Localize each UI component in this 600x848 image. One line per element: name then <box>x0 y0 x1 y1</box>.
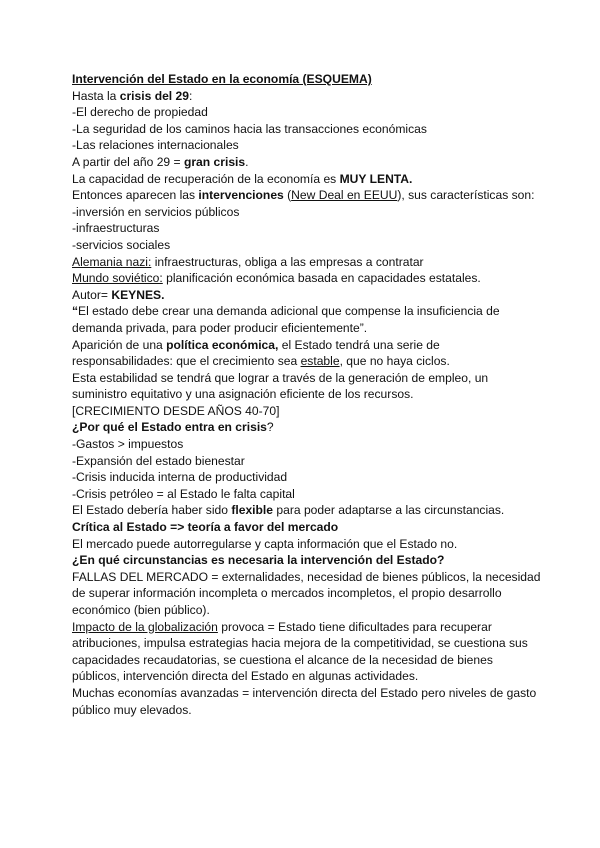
globalization-paragraph <box>72 619 542 685</box>
list-item: -El derecho de propiedad <box>72 105 208 120</box>
underlined-span: Impacto de la globalización <box>72 619 218 634</box>
list-item: -inversión en servicios públicos <box>72 204 240 219</box>
text-span: ( <box>283 188 292 203</box>
crisis-29-line <box>72 88 542 105</box>
why-crisis-heading <box>72 419 542 436</box>
market-failures-paragraph: FALLAS DEL MERCADO = externalidades, necesidad de bienes públicos, la necesidad de superar información incompleta o mercados incompletos, el propio desarrollo económico (bien público). <box>72 569 541 617</box>
list-item: -servicios sociales <box>72 237 171 252</box>
text-span: infraestructuras, obliga a las empresas a contratar <box>151 254 424 269</box>
from-29-line <box>72 154 542 171</box>
advanced-economies-paragraph: Muchas economías avanzadas = intervención directa del Estado pero niveles de gasto público muy elevados. <box>72 685 537 717</box>
text-span: Entonces aparecen las <box>72 188 199 203</box>
text-span: ? <box>266 420 274 435</box>
underlined-span: estable <box>300 354 340 369</box>
text-span: planificación económica basada en capacidades estatales. <box>162 271 481 286</box>
bold-span: flexible <box>231 503 274 518</box>
bold-span: política económica, <box>166 337 279 352</box>
text-span: El estado debe crear una demanda adicional que compense la insuficiencia de demanda privada, para poder producir eficientemente”. <box>72 304 500 335</box>
interventions-paragraph <box>72 187 542 204</box>
text-span: Hasta la <box>72 88 120 103</box>
recovery-line <box>72 171 542 188</box>
keynes-quote <box>72 303 542 336</box>
author-line <box>72 287 542 304</box>
text-span: El Estado debería haber sido <box>72 503 232 518</box>
list-item: -Las relaciones internacionales <box>72 138 239 153</box>
bold-span: crisis del 29 <box>119 88 189 103</box>
text-span: , que no haya ciclos. <box>339 354 450 369</box>
underlined-span: Mundo soviético: <box>72 271 163 286</box>
flexible-line <box>72 502 542 519</box>
text-span: para poder adaptarse a las circunstancias. <box>273 503 505 518</box>
bold-span: intervenciones <box>198 188 284 203</box>
market-line: El mercado puede autorregularse y capta información que el Estado no. <box>72 536 458 551</box>
text-span: Aparición de una <box>72 337 167 352</box>
list-item: -La seguridad de los caminos hacia las transacciones económicas <box>72 121 427 136</box>
text-span: : <box>188 88 193 103</box>
bold-span: MUY LENTA. <box>339 171 413 186</box>
list-item: -Gastos > impuestos <box>72 437 184 452</box>
quote-mark: “ <box>72 304 79 319</box>
underlined-span: New Deal en EEUU <box>291 188 398 203</box>
text-span: el Estado tendrá una serie de responsabilidades: que el crecimiento sea <box>72 337 440 369</box>
list-item: -Expansión del estado bienestar <box>72 453 245 468</box>
bold-span: KEYNES. <box>111 287 165 302</box>
stability-paragraph: Esta estabilidad se tendrá que lograr a través de la generación de empleo, un suministro equitativo y una asignación eficiente de los recursos. <box>72 370 489 402</box>
underlined-span: Alemania nazi: <box>72 254 152 269</box>
bold-span: ¿Por qué el Estado entra en crisis <box>72 420 267 435</box>
text-span: . <box>245 154 249 169</box>
nazi-germany-line <box>72 254 542 271</box>
text-span: La capacidad de recuperación de la economía es <box>72 171 340 186</box>
bold-span: gran crisis <box>183 154 246 169</box>
critique-heading: Crítica al Estado => teoría a favor del mercado <box>72 520 339 535</box>
document-title: Intervención del Estado en la economía (ESQUEMA) <box>72 72 372 86</box>
text-span: ), sus características son: <box>397 188 535 203</box>
list-item: -infraestructuras <box>72 221 160 236</box>
when-heading: ¿En qué circunstancias es necesaria la intervención del Estado? <box>72 553 445 568</box>
policy-paragraph <box>72 337 542 370</box>
text-span: Autor= <box>72 287 112 302</box>
growth-period-line: [CRECIMIENTO DESDE AÑOS 40-70] <box>72 403 280 418</box>
list-item: -Crisis inducida interna de productividad <box>72 470 288 485</box>
document-body <box>72 71 542 718</box>
text-span: A partir del año 29 = <box>72 154 184 169</box>
text-span: provoca = Estado tiene dificultades para recuperar atribuciones, impulsa estrategias hacia mejora de la competitividad, se cuestiona sus capacidades recaudatorias, se cuestiona el alcance de la necesidad de bienes públicos, intervención directa del Estado en algunas actividades. <box>72 619 528 684</box>
list-item: -Crisis petróleo = al Estado le falta capital <box>72 486 295 501</box>
soviet-world-line <box>72 270 542 287</box>
